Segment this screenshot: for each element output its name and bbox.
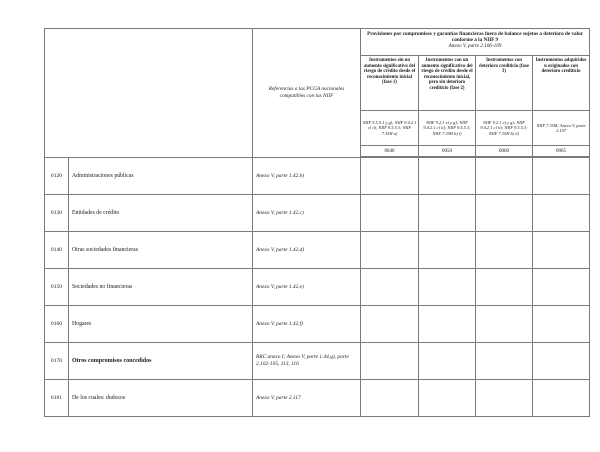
col-header-stage2: Instrumentos con un aumento significativo del riesgo de crédito desde el reconocimiento inicial, pero sin deterioro crediticio (fase 2) bbox=[419, 56, 476, 111]
row-ref: Anexo V, parte 1.42.b) bbox=[253, 158, 361, 195]
value-cell[interactable] bbox=[533, 232, 590, 269]
value-cell[interactable] bbox=[533, 306, 590, 343]
table-row bbox=[45, 232, 590, 269]
value-cell[interactable] bbox=[476, 232, 533, 269]
row-ref: Anexo V, parte 1.42.c) bbox=[253, 195, 361, 232]
group-header-title: Provisiones por compromisos y garantías financieras fuera de balance sujetos a deterioro de valor conforme a la NIIF 9 bbox=[367, 31, 583, 44]
value-cell[interactable] bbox=[361, 232, 419, 269]
col-code-0065: 0065 bbox=[533, 146, 590, 157]
table-row bbox=[45, 158, 590, 195]
value-cell[interactable] bbox=[533, 158, 590, 195]
row-label: Hogares bbox=[69, 306, 253, 343]
ref-column-title: Referencias a las PCGA nacionales compatibles con las NIIF bbox=[268, 86, 345, 99]
row-label: Sociedades no financieras bbox=[69, 269, 253, 306]
col-header-stage3: Instrumentos con deterioro crediticio (fase 3) bbox=[476, 56, 533, 111]
report-sheet bbox=[44, 28, 589, 424]
row-code: 0130 bbox=[45, 195, 69, 232]
value-cell[interactable] bbox=[419, 269, 476, 306]
value-cell[interactable] bbox=[361, 195, 419, 232]
table-row bbox=[45, 306, 590, 343]
value-cell[interactable] bbox=[476, 306, 533, 343]
value-cell[interactable] bbox=[476, 158, 533, 195]
row-label: Otros compromisos concedidos bbox=[69, 343, 253, 380]
row-label: De los cuales: dudosos bbox=[69, 380, 253, 417]
value-cell[interactable] bbox=[533, 269, 590, 306]
value-cell[interactable] bbox=[361, 158, 419, 195]
col-code-0060: 0060 bbox=[476, 146, 533, 157]
row-code: 0181 bbox=[45, 380, 69, 417]
col-header-stage1: Instrumentos sin un aumento significativo del riesgo de crédito desde el reconocimiento inicial (fase 1) bbox=[361, 56, 419, 111]
value-cell[interactable] bbox=[476, 195, 533, 232]
row-label: Administraciones públicas bbox=[69, 158, 253, 195]
table-row bbox=[45, 195, 590, 232]
row-code: 0150 bbox=[45, 269, 69, 306]
col-header-poci: Instrumentos adquiridos u originados con deterioro crediticio bbox=[533, 56, 590, 111]
col-code-0050: 0050 bbox=[419, 146, 476, 157]
value-cell[interactable] bbox=[533, 343, 590, 380]
row-code: 0120 bbox=[45, 158, 69, 195]
row-ref: Anexo V, parte 1.42.e) bbox=[253, 269, 361, 306]
row-code: 0140 bbox=[45, 232, 69, 269]
value-cell[interactable] bbox=[419, 158, 476, 195]
blank-header-cell bbox=[45, 29, 253, 157]
value-cell[interactable] bbox=[476, 343, 533, 380]
col-ref-stage3: NIIF 9.2.1 e) y g); NIIF 9.4.2.1 c) ii); NIIF 9.5.5.3; NIIF 7.35H b) ii) bbox=[476, 111, 533, 146]
value-cell[interactable] bbox=[361, 306, 419, 343]
col-ref-stage2: NIIF 9.2.1 e) y g); NIIF 9.4.2.1 c) ii); NIIF 9.5.5.3; NIIF 7.35H b) i) bbox=[419, 111, 476, 146]
value-cell[interactable] bbox=[361, 380, 419, 417]
value-cell[interactable] bbox=[533, 195, 590, 232]
value-cell[interactable] bbox=[419, 232, 476, 269]
row-code: 0160 bbox=[45, 306, 69, 343]
col-ref-poci: NIIF 7.35M; Anexo V, parte 2.107 bbox=[533, 111, 590, 146]
table-row bbox=[45, 380, 590, 417]
row-label: Otras sociedades financieras bbox=[69, 232, 253, 269]
value-cell[interactable] bbox=[361, 269, 419, 306]
row-label: Entidades de crédito bbox=[69, 195, 253, 232]
group-header bbox=[361, 29, 590, 56]
group-header-ref: Anexo V, parte 2.106-109 bbox=[448, 43, 502, 50]
col-ref-stage1: NIIF 9.5.5.1 y g); NIIF 9.4.2.1 c) ii), NIIF 9.5.5.3; NIIF 7.35H a) bbox=[361, 111, 419, 146]
table-row bbox=[45, 269, 590, 306]
value-cell[interactable] bbox=[419, 306, 476, 343]
value-cell[interactable] bbox=[476, 380, 533, 417]
row-ref: Anexo V, parte 1.42.d) bbox=[253, 232, 361, 269]
value-cell[interactable] bbox=[361, 343, 419, 380]
row-ref: Anexo V, parte 2.117 bbox=[253, 380, 361, 417]
value-cell[interactable] bbox=[419, 343, 476, 380]
col-code-0040: 0040 bbox=[361, 146, 419, 157]
template-table bbox=[44, 28, 590, 417]
value-cell[interactable] bbox=[476, 269, 533, 306]
row-code: 0170 bbox=[45, 343, 69, 380]
row-ref: RRC anexo I; Anexo V, parte 1.44.g), parte 2.102-105, 113, 116 bbox=[253, 343, 361, 380]
table-row bbox=[45, 343, 590, 380]
value-cell[interactable] bbox=[419, 380, 476, 417]
ref-column-header bbox=[253, 29, 361, 157]
value-cell[interactable] bbox=[419, 195, 476, 232]
value-cell[interactable] bbox=[533, 380, 590, 417]
row-ref: Anexo V, parte 1.42.f) bbox=[253, 306, 361, 343]
